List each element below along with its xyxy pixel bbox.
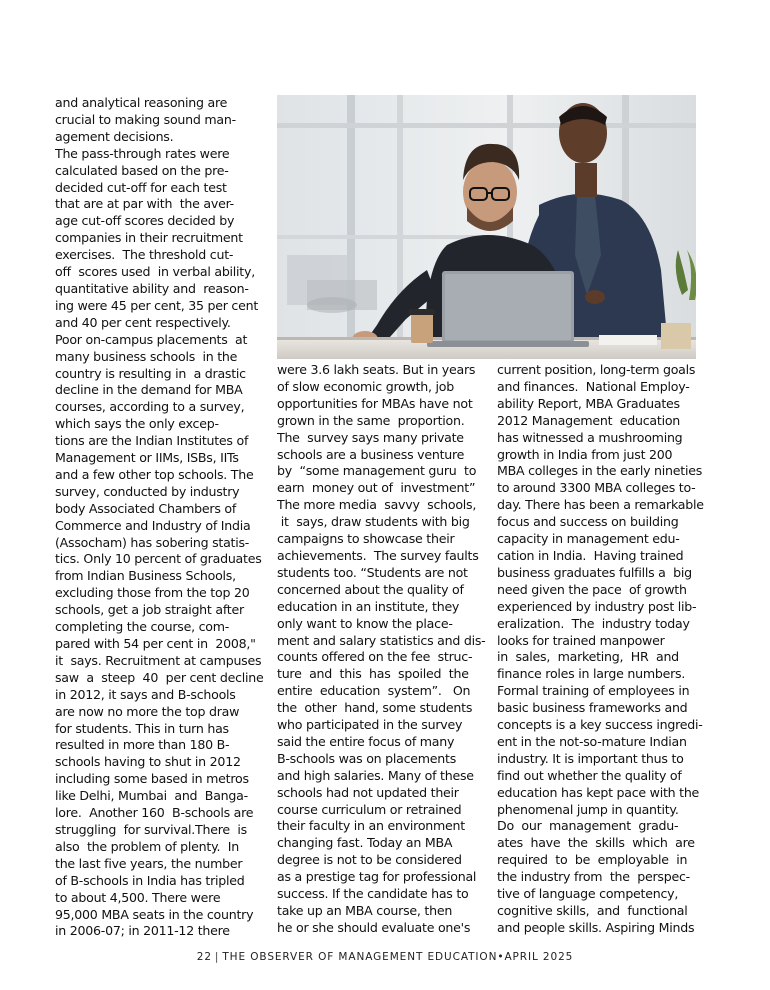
text-line: degree is not to be considered [277, 852, 462, 868]
text-line: and analytical reasoning are [55, 95, 228, 110]
text-line: completing the course, com- [55, 619, 230, 635]
text-line: and people skills. Aspiring Minds [497, 919, 695, 935]
text-line: Management or IIMs, ISBs, IITs [55, 450, 239, 466]
text-line: achievements. The survey faults [277, 547, 479, 563]
text-line: current position, long-term goals [497, 362, 696, 377]
text-line: in 2012, it says and B-schools [55, 686, 236, 702]
text-line: decided cut-off for each test [55, 179, 227, 195]
text-line: who participated in the survey [277, 717, 463, 733]
text-line: education in an institute, they [277, 598, 460, 614]
text-line: pared with 54 per cent in 2008," [55, 636, 256, 651]
text-line: saw a steep 40 per cent decline [55, 669, 264, 685]
text-line: required to be employable in [497, 852, 688, 868]
text-line: cation in India. Having trained [497, 547, 684, 563]
text-line: Formal training of employees in [497, 683, 690, 699]
text-line: excluding those from the top 20 [55, 585, 250, 601]
text-line: were 3.6 lakh seats. But in years [277, 362, 476, 377]
text-line: are now no more the top draw [55, 703, 240, 719]
text-line: and a few other top schools. The [55, 466, 254, 482]
text-line: industry. It is important thus to [497, 750, 684, 766]
text-line: and finances. National Employ- [497, 378, 690, 394]
text-line: it says. Recruitment at campuses [55, 652, 262, 668]
text-line: body Associated Chambers of [55, 500, 237, 516]
text-line: schools are a business venture [277, 446, 465, 462]
text-line: of slow economic growth, job [277, 378, 454, 394]
text-line: The survey says many private [277, 429, 464, 445]
text-line: many business schools in the [55, 348, 238, 364]
text-line: cognitive skills, and functional [497, 903, 688, 918]
text-line: need given the pace of growth [497, 581, 687, 597]
text-line: changing fast. Today an MBA [277, 835, 453, 851]
text-line: 2012 Management education [497, 412, 681, 428]
text-line: it says, draw students with big [277, 514, 470, 530]
text-line: The pass-through rates were [55, 145, 230, 161]
text-line: calculated based on the pre- [55, 162, 229, 178]
text-line: decline in the demand for MBA [55, 382, 243, 398]
text-line: the other hand, some students [277, 700, 473, 716]
text-line: tions are the Indian Institutes of [55, 433, 249, 449]
text-line: concerned about the quality of [277, 581, 464, 597]
text-line: experienced by industry post lib- [497, 598, 697, 614]
text-line: Commerce and Industry of India [55, 517, 251, 533]
text-line: B-schools was on placements [277, 750, 457, 766]
text-line: and 40 per cent respectively. [55, 314, 231, 330]
text-line: MBA colleges in the early nineties [497, 463, 703, 479]
text-line: take up an MBA course, then [277, 903, 453, 918]
text-line: ture and this has spoiled the [277, 666, 469, 682]
text-line: companies in their recruitment [55, 230, 243, 246]
text-line: ing were 45 per cent, 35 per cent [55, 297, 259, 313]
text-line: campaigns to showcase their [277, 531, 455, 547]
text-line: Do our management gradu- [497, 818, 679, 834]
text-line: (Assocham) has sobering statis- [55, 534, 250, 550]
text-line: from Indian Business Schools, [55, 568, 236, 584]
text-line: said the entire focus of many [277, 733, 455, 749]
text-line: that are at par with the aver- [55, 196, 234, 212]
text-line: to around 3300 MBA colleges to- [497, 480, 696, 496]
text-line: in sales, marketing, HR and [497, 649, 679, 665]
text-line: country is resulting in a drastic [55, 365, 246, 381]
text-line: success. If the candidate has to [277, 886, 469, 902]
text-line: schools having to shut in 2012 [55, 754, 241, 770]
text-line: ent in the not-so-mature Indian [497, 733, 687, 749]
text-column-2 [277, 362, 486, 937]
text-line: ability Report, MBA Graduates [497, 395, 680, 411]
issue-date: APRIL 2025 [504, 951, 574, 963]
text-line: students too. “Students are not [277, 564, 468, 580]
text-line: as a prestige tag for professional [277, 869, 477, 885]
text-line: including some based in metros [55, 771, 249, 787]
article-photo [277, 95, 696, 359]
text-line: tive of language competency, [497, 886, 679, 902]
text-line: eralization. The industry today [497, 615, 690, 631]
text-line: concepts is a key success ingredi- [497, 717, 703, 733]
text-line: struggling for survival.There is [55, 821, 247, 837]
text-line: their faculty in an environment [277, 818, 465, 834]
text-line: of B-schools in India has tripled [55, 872, 245, 888]
text-line: only want to know the place- [277, 615, 453, 631]
footer-bullet: • [497, 951, 505, 963]
text-line: looks for trained manpower [497, 632, 665, 648]
text-line: business graduates fulfills a big [497, 564, 692, 580]
text-line: like Delhi, Mumbai and Banga- [55, 788, 248, 804]
text-line: tics. Only 10 percent of graduates [55, 551, 262, 567]
text-line: which says the only excep- [55, 416, 219, 432]
text-line: resulted in more than 180 B- [55, 737, 230, 753]
text-line: by “some management guru to [277, 463, 477, 479]
text-line: ates have the skills which are [497, 835, 695, 851]
text-line: the industry from the perspec- [497, 869, 690, 885]
text-column-3 [497, 362, 702, 937]
text-line: age cut-off scores decided by [55, 213, 235, 229]
text-line: for students. This in turn has [55, 720, 229, 736]
text-line: opportunities for MBAs have not [277, 395, 473, 411]
text-line: finance roles in large numbers. [497, 666, 686, 682]
text-line: counts offered on the fee struc- [277, 649, 473, 665]
text-line: focus and success on building [497, 514, 679, 530]
text-line: grown in the same proportion. [277, 412, 465, 428]
text-line: education has kept pace with the [497, 784, 700, 800]
text-line: quantitative ability and reason- [55, 280, 249, 296]
text-line: has witnessed a mushrooming [497, 429, 683, 445]
text-line: to about 4,500. There were [55, 889, 221, 905]
text-line: phenomenal jump in quantity. [497, 801, 679, 817]
text-line: ment and salary statistics and dis- [277, 632, 486, 648]
publication-title: THE OBSERVER OF MANAGEMENT EDUCATION [222, 951, 498, 963]
text-line: basic business frameworks and [497, 700, 688, 716]
text-line: course curriculum or retrained [277, 801, 462, 817]
text-line: capacity in management edu- [497, 531, 680, 547]
text-line: day. There has been a remarkable [497, 497, 704, 513]
text-line: off scores used in verbal ability, [55, 264, 255, 280]
text-line: The more media savvy schools, [277, 497, 477, 513]
text-line: find out whether the quality of [497, 767, 682, 783]
text-line: crucial to making sound man- [55, 111, 236, 127]
text-column-1 [55, 95, 265, 940]
page-footer [0, 951, 770, 963]
text-line: exercises. The threshold cut- [55, 247, 234, 263]
page-number: 22 [196, 951, 212, 963]
text-line: Poor on-campus placements at [55, 331, 248, 347]
text-line: schools had not updated their [277, 784, 459, 800]
text-line: agement decisions. [55, 128, 174, 144]
text-line: growth in India from just 200 [497, 446, 673, 462]
text-line: schools, get a job straight after [55, 602, 244, 618]
text-line: survey, conducted by industry [55, 483, 240, 499]
text-line: and high salaries. Many of these [277, 767, 474, 783]
text-line: lore. Another 160 B-schools are [55, 805, 254, 821]
text-line: earn money out of investment” [277, 480, 476, 496]
text-line: in 2006-07; in 2011-12 there [55, 923, 230, 939]
text-line: courses, according to a survey, [55, 399, 245, 415]
text-line: he or she should evaluate one's [277, 919, 471, 935]
footer-separator: | [214, 951, 220, 963]
text-line: entire education system”. On [277, 683, 471, 699]
text-line: the last five years, the number [55, 855, 243, 871]
text-line: also the problem of plenty. In [55, 838, 239, 854]
text-line: 95,000 MBA seats in the country [55, 906, 254, 922]
